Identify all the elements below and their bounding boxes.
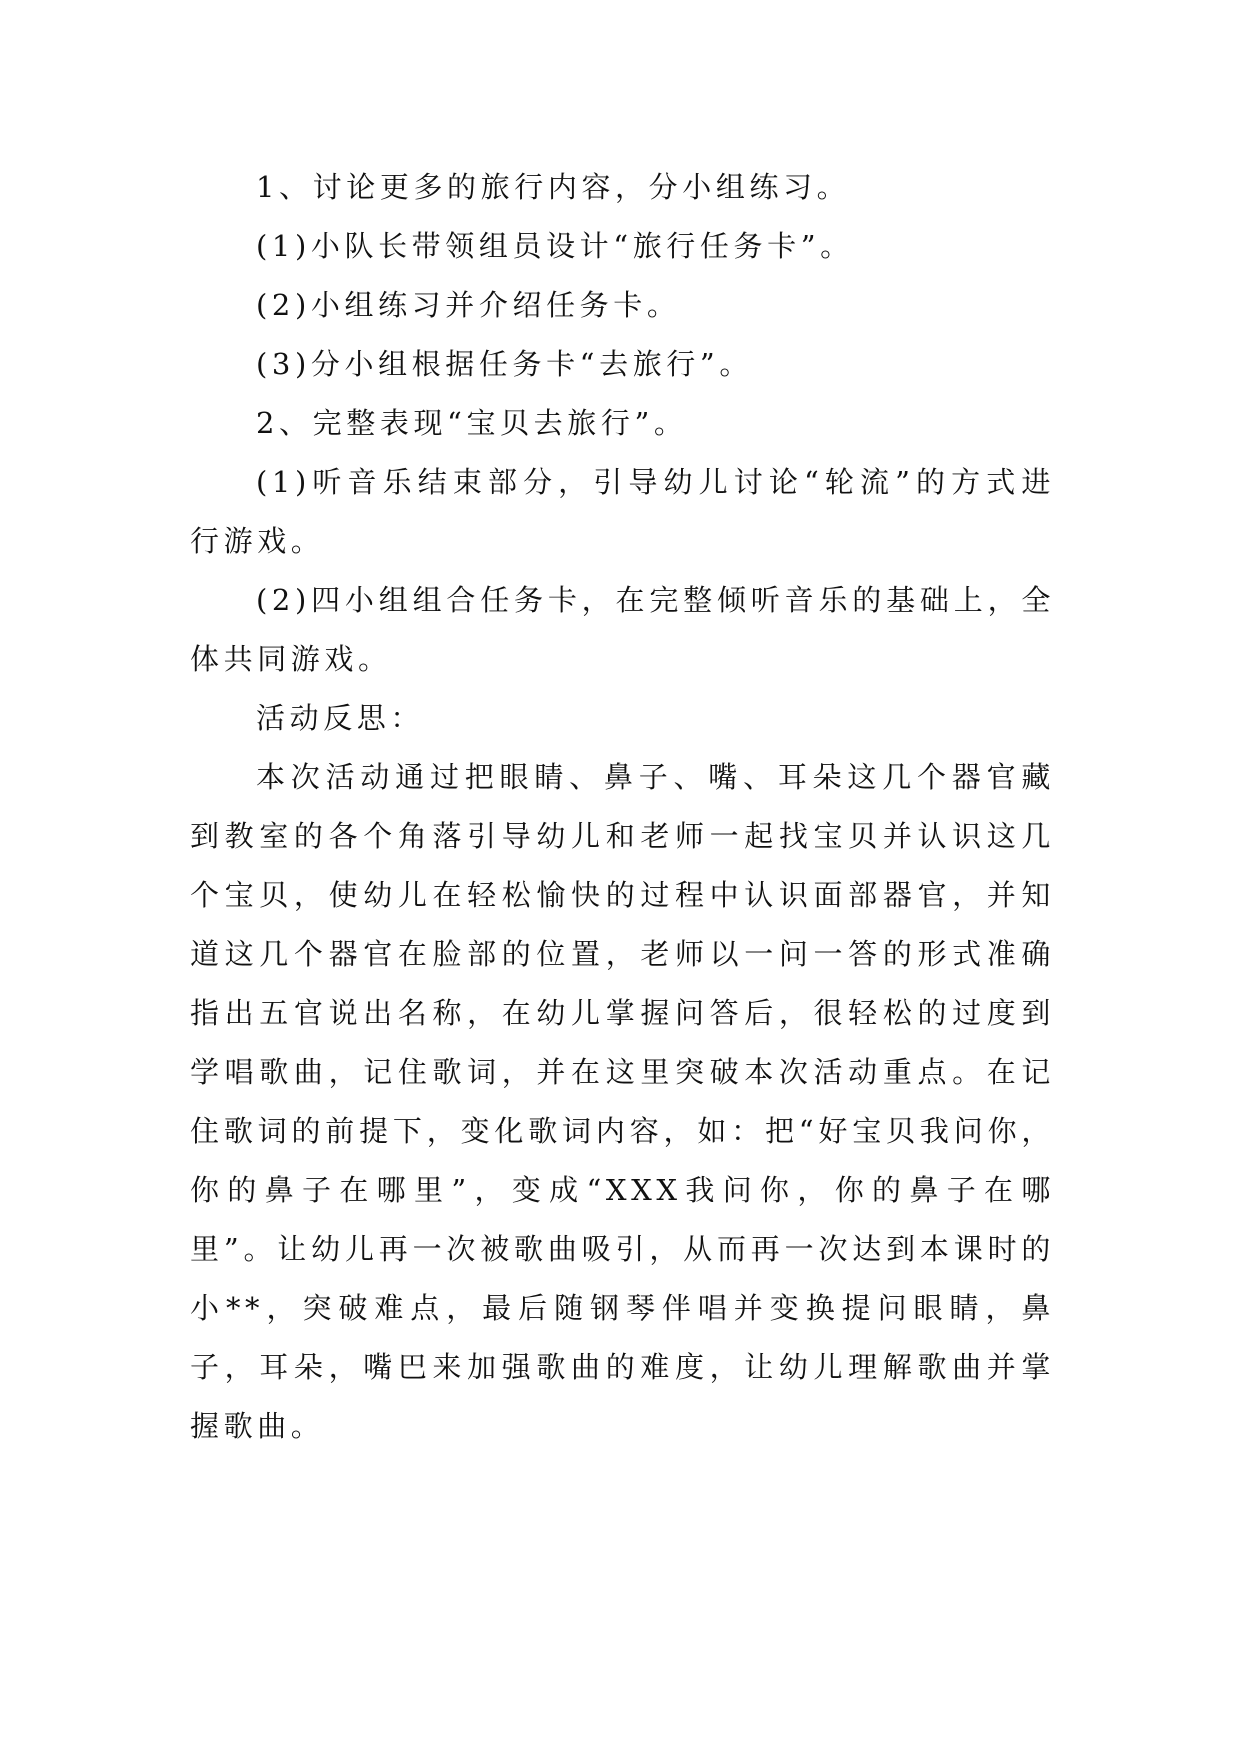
paragraph-step-2: 2、完整表现“宝贝去旅行”。 — [256, 406, 688, 440]
paragraph-step-1-3: (3)分小组根据任务卡“去旅行”。 — [256, 347, 753, 381]
paragraph-step-2-2: (2)四小组组合任务卡，在完整倾听音乐的基础上，全体共同游戏。 — [190, 583, 1055, 676]
paragraph-step-1: 1、讨论更多的旅行内容，分小组练习。 — [256, 170, 851, 204]
paragraph-step-1-2: (2)小组练习并介绍任务卡。 — [256, 288, 681, 322]
section-heading-reflection: 活动反思： — [256, 701, 425, 735]
document-body — [190, 158, 1055, 1456]
paragraph-reflection: 本次活动通过把眼睛、鼻子、嘴、耳朵这几个器官藏到教室的各个角落引导幼儿和老师一起找宝贝并认识这几个宝贝，使幼儿在轻松愉快的过程中认识面部器官，并知道这几个器官在脸部的位置，老师以一问一答的形式准确指出五官说出名称，在幼儿掌握问答后，很轻松的过度到学唱歌曲，记住歌词，并在这里突破本次活动重点。在记住歌词的前提下，变化歌词内容，如：把“好宝贝我问你，你的鼻子在哪里”，变成“XXX我问你，你的鼻子在哪里”。让幼儿再一次被歌曲吸引，从而再一次达到本课时的小**，突破难点，最后随钢琴伴唱并变换提问眼睛，鼻子，耳朵，嘴巴来加强歌曲的难度，让幼儿理解歌曲并掌握歌曲。 — [190, 760, 1055, 1443]
paragraph-step-2-1: (1)听音乐结束部分，引导幼儿讨论“轮流”的方式进行游戏。 — [190, 465, 1055, 558]
paragraph-step-1-1: (1)小队长带领组员设计“旅行任务卡”。 — [256, 229, 854, 263]
